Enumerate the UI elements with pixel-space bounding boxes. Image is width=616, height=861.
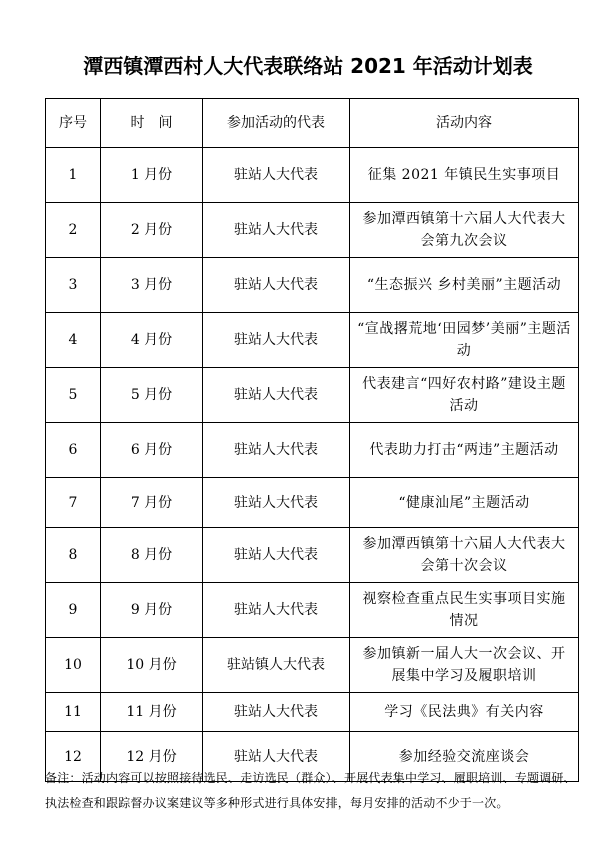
row-time: 6 月份	[101, 423, 203, 478]
row-representatives: 驻站人大代表	[203, 423, 350, 478]
row-number: 1	[46, 148, 101, 203]
header-activity-content: 活动内容	[350, 99, 579, 148]
table-row	[46, 148, 579, 203]
activity-plan-table	[45, 98, 579, 782]
header-representatives: 参加活动的代表	[203, 99, 350, 148]
row-representatives: 驻站人大代表	[203, 313, 350, 368]
remarks-note: 备注：活动内容可以按照接待选民、走访选民（群众）、开展代表集中学习、履职培训、专题调研、执法检查和跟踪督办议案建议等多种形式进行具体安排，每月安排的活动不少于一次。	[45, 771, 576, 810]
row-representatives: 驻站人大代表	[203, 693, 350, 732]
row-activity-content: 参加潭西镇第十六届人大代表大会第九次会议	[350, 203, 579, 258]
row-number: 8	[46, 528, 101, 583]
row-time: 3 月份	[101, 258, 203, 313]
row-representatives: 驻站人大代表	[203, 528, 350, 583]
table-row	[46, 583, 579, 638]
table-row	[46, 478, 579, 528]
row-number: 11	[46, 693, 101, 732]
row-activity-content: 学习《民法典》有关内容	[350, 693, 579, 732]
row-activity-content: 征集 2021 年镇民生实事项目	[350, 148, 579, 203]
table-header-row	[46, 99, 579, 148]
row-representatives: 驻站人大代表	[203, 478, 350, 528]
row-number: 3	[46, 258, 101, 313]
table-row	[46, 638, 579, 693]
table-row	[46, 423, 579, 478]
row-number: 9	[46, 583, 101, 638]
row-number: 4	[46, 313, 101, 368]
table-row	[46, 528, 579, 583]
row-activity-content: 代表助力打击“两违”主题活动	[350, 423, 579, 478]
row-representatives: 驻站人大代表	[203, 732, 350, 782]
row-activity-content: 参加镇新一届人大一次会议、开展集中学习及履职培训	[350, 638, 579, 693]
row-representatives: 驻站人大代表	[203, 203, 350, 258]
row-number: 12	[46, 732, 101, 782]
table-row	[46, 693, 579, 732]
table-row	[46, 368, 579, 423]
row-representatives: 驻站人大代表	[203, 368, 350, 423]
row-number: 2	[46, 203, 101, 258]
row-number: 10	[46, 638, 101, 693]
row-number: 7	[46, 478, 101, 528]
row-representatives: 驻站人大代表	[203, 583, 350, 638]
header-time: 时 间	[101, 99, 203, 148]
row-activity-content: 参加潭西镇第十六届人大代表大会第十次会议	[350, 528, 579, 583]
table-row	[46, 258, 579, 313]
row-time: 11 月份	[101, 693, 203, 732]
row-representatives: 驻站人大代表	[203, 258, 350, 313]
row-number: 6	[46, 423, 101, 478]
row-time: 10 月份	[101, 638, 203, 693]
header-number: 序号	[46, 99, 101, 148]
row-activity-content: 代表建言“四好农村路”建设主题活动	[350, 368, 579, 423]
row-time: 7 月份	[101, 478, 203, 528]
row-number: 5	[46, 368, 101, 423]
row-time: 12 月份	[101, 732, 203, 782]
row-time: 9 月份	[101, 583, 203, 638]
row-activity-content: “健康汕尾”主题活动	[350, 478, 579, 528]
table-row	[46, 203, 579, 258]
row-time: 2 月份	[101, 203, 203, 258]
row-activity-content: “宣战撂荒地‘田园梦’美丽”主题活动	[350, 313, 579, 368]
page-title: 潭西镇潭西村人大代表联络站 2021 年活动计划表	[83, 54, 533, 78]
row-activity-content: 参加经验交流座谈会	[350, 732, 579, 782]
row-time: 8 月份	[101, 528, 203, 583]
row-activity-content: 视察检查重点民生实事项目实施情况	[350, 583, 579, 638]
row-time: 5 月份	[101, 368, 203, 423]
row-time: 4 月份	[101, 313, 203, 368]
row-activity-content: “生态振兴 乡村美丽”主题活动	[350, 258, 579, 313]
table-row	[46, 313, 579, 368]
row-time: 1 月份	[101, 148, 203, 203]
row-representatives: 驻站镇人大代表	[203, 638, 350, 693]
row-representatives: 驻站人大代表	[203, 148, 350, 203]
